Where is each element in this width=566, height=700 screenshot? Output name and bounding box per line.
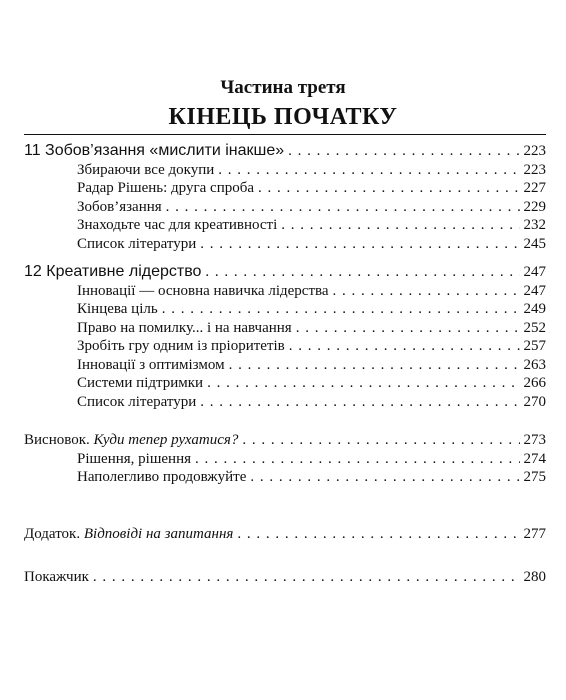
dot-leader — [205, 262, 519, 282]
toc-page-number: 273 — [523, 432, 546, 448]
toc-entry[interactable] — [77, 178, 546, 198]
toc-page-number: 247 — [523, 264, 546, 280]
toc-entry[interactable] — [77, 373, 546, 393]
toc-page-number: 249 — [523, 301, 546, 317]
toc-page-number: 232 — [523, 217, 546, 233]
toc-conclusion-label — [24, 430, 238, 450]
toc-page-number: 257 — [523, 338, 546, 354]
toc-conclusion[interactable] — [24, 430, 546, 450]
toc-appendix-label — [24, 524, 233, 544]
dot-leader — [195, 449, 519, 469]
toc-entry-label: Кінцева ціль — [77, 301, 158, 317]
toc-chapter-12[interactable] — [24, 262, 546, 282]
toc-entry-label: Рішення, рішення — [77, 451, 192, 467]
part-label: Частина третя — [220, 77, 346, 98]
conclusion-title: Куди тепер рухатися? — [93, 432, 239, 448]
toc-page-number: 277 — [523, 526, 546, 542]
toc-page-number: 263 — [523, 357, 546, 373]
toc-entry[interactable] — [77, 299, 546, 319]
dot-leader — [200, 392, 519, 412]
toc-page-number: 266 — [523, 375, 546, 391]
dot-leader — [229, 355, 520, 375]
toc-entry-label: Наполегливо продовжуйте — [77, 469, 247, 485]
dot-leader — [281, 215, 519, 235]
toc-page-number: 247 — [523, 283, 546, 299]
title-rule — [24, 134, 546, 135]
dot-leader — [250, 467, 519, 487]
part-title: КІНЕЦЬ ПОЧАТКУ — [168, 104, 398, 130]
toc-entry[interactable] — [77, 392, 546, 412]
toc-chapter-title: 11 Зобов’язання «мислити інакше» — [24, 142, 285, 159]
toc-page-number: 270 — [523, 394, 546, 410]
toc-entry[interactable] — [77, 197, 546, 217]
toc-entry[interactable] — [77, 281, 546, 301]
conclusion-prefix: Висновок. — [24, 432, 90, 448]
dot-leader — [166, 197, 520, 217]
dot-leader — [296, 318, 520, 338]
appendix-title: Відповіді на запитання — [83, 526, 234, 542]
toc-entry[interactable] — [77, 215, 546, 235]
toc-index-label: Покажчик — [24, 569, 89, 585]
toc-page-number: 229 — [523, 199, 546, 215]
appendix-prefix: Додаток. — [24, 526, 81, 542]
toc-entry-label: Знаходьте час для креативності — [77, 217, 278, 233]
toc-entry-label: Інновації — основна навичка лідерства — [77, 283, 329, 299]
dot-leader — [218, 160, 519, 180]
toc-entry-label: Зробіть гру одним із пріоритетів — [77, 338, 285, 354]
toc-entry[interactable] — [77, 318, 546, 338]
toc-entry[interactable] — [77, 234, 546, 254]
toc-appendix[interactable] — [24, 524, 546, 544]
toc-entry[interactable] — [77, 160, 546, 180]
toc-page-number: 252 — [523, 320, 546, 336]
dot-leader — [237, 524, 519, 544]
toc-page-number: 275 — [523, 469, 546, 485]
toc-chapter-11[interactable] — [24, 141, 546, 161]
toc-entry[interactable] — [77, 355, 546, 375]
dot-leader — [288, 141, 519, 161]
toc-chapter-title: 12 Креативне лідерство — [24, 263, 202, 280]
toc-index[interactable] — [24, 567, 546, 587]
dot-leader — [207, 373, 519, 393]
dot-leader — [93, 567, 520, 587]
toc-page-number: 274 — [523, 451, 546, 467]
toc-entry-label: Список літератури — [77, 394, 197, 410]
toc-page-number: 245 — [523, 236, 546, 252]
toc-entry-label: Радар Рішень: друга спроба — [77, 180, 255, 196]
toc-entry[interactable] — [77, 467, 546, 487]
toc-page-number: 227 — [523, 180, 546, 196]
toc-entry-label: Зобов’язання — [77, 199, 162, 215]
dot-leader — [162, 299, 520, 319]
toc-entry-label: Інновації з оптимізмом — [77, 357, 225, 373]
toc-entry[interactable] — [77, 449, 546, 469]
toc-entry-label: Список літератури — [77, 236, 197, 252]
toc-entry-label: Системи підтримки — [77, 375, 204, 391]
toc-entry[interactable] — [77, 336, 546, 356]
toc-entry-label: Збираючи все докупи — [77, 162, 215, 178]
toc-page-number: 280 — [523, 569, 546, 585]
dot-leader — [333, 281, 520, 301]
dot-leader — [242, 430, 519, 450]
dot-leader — [258, 178, 519, 198]
dot-leader — [289, 336, 520, 356]
toc-page-number: 223 — [523, 143, 546, 159]
toc-page-number: 223 — [523, 162, 546, 178]
dot-leader — [200, 234, 519, 254]
toc-entry-label: Право на помилку... і на навчання — [77, 320, 292, 336]
